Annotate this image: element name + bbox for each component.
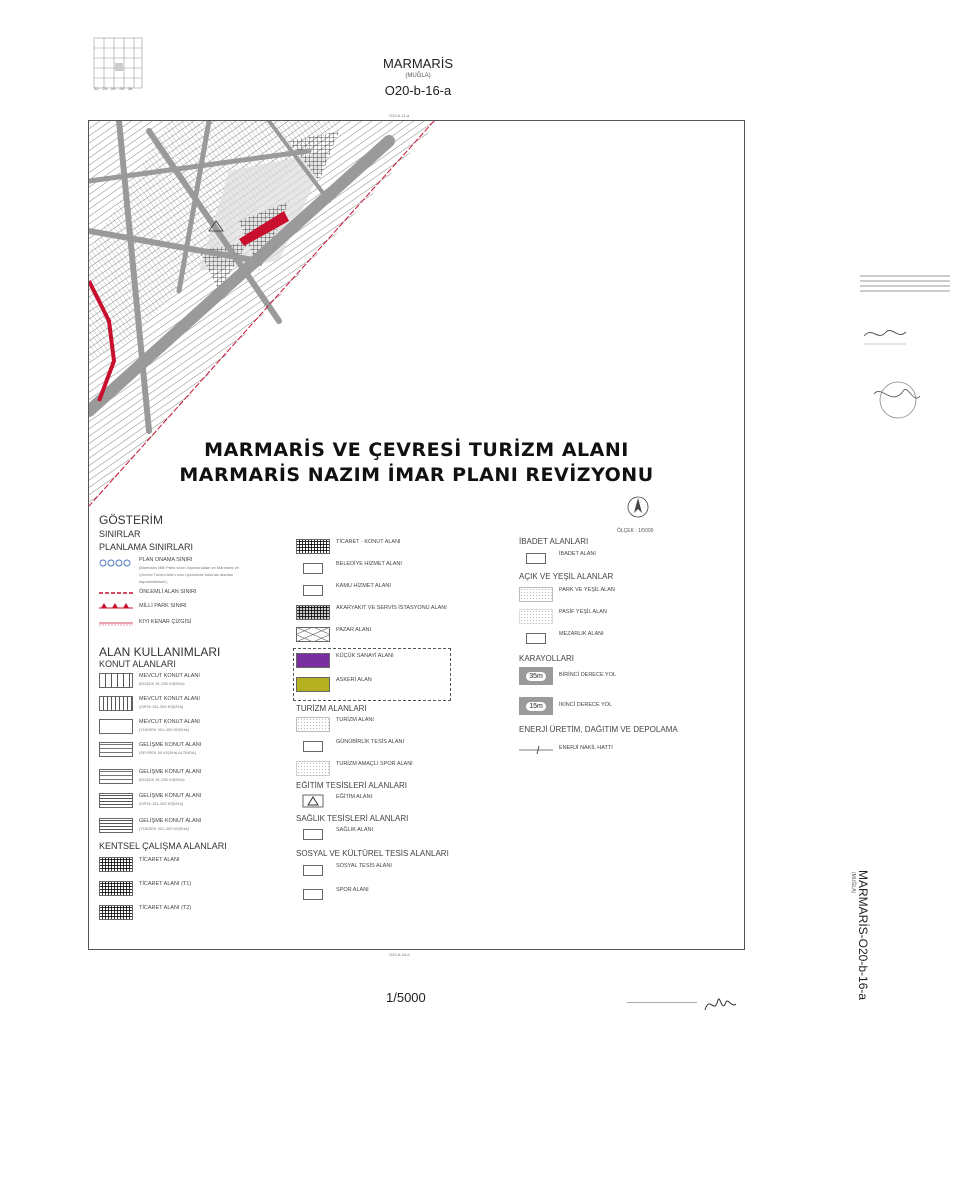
plan-onama-symbol <box>99 557 133 569</box>
legend-alan-kullanimlari: ALAN KULLANIMLARI <box>99 645 221 659</box>
legend-sinirlar: SINIRLAR <box>99 529 141 539</box>
sheet-title: MARMARİS <box>382 56 454 71</box>
scale-label: ÖLÇEK : 1/5000 <box>617 528 654 534</box>
signature-caption-line <box>627 1002 697 1003</box>
legend-saglik: SAĞLIK TESİSLERİ ALANLARI <box>296 814 409 823</box>
sosyal-item: SOSYAL TESİS ALANI <box>296 863 392 878</box>
legend-acik: AÇIK VE YEŞİL ALANLAR <box>519 572 614 581</box>
turizm-item: TURİZM ALANI <box>296 717 374 732</box>
kucuk-sanayi-item: KÜÇÜK SANAYİ ALANI <box>296 653 394 668</box>
mid-item: TİCARET - KONUT ALANI <box>296 539 401 554</box>
mid-item: PAZAR ALANI <box>296 627 371 642</box>
mid-item: BELEDİYE HİZMET ALANI <box>296 561 402 576</box>
ticaret-item: TİCARET ALANI (T1) <box>99 881 191 896</box>
konut-item: MEVCUT KONUT ALANI (DÜŞÜK 51-150 KİŞİ/HA) <box>99 673 200 688</box>
map-area <box>89 121 744 521</box>
mid-item: KAMU HİZMET ALANI <box>296 583 391 598</box>
mid-item: AKARYAKIT VE SERVİS İSTASYONU ALANI <box>296 605 447 620</box>
plan-onama-label: PLAN ONAMA SINIRI <box>139 557 193 563</box>
sheet-number: O20-b-16-a <box>384 83 452 98</box>
road2-item: 15m İKİNCİ DERECE YOL <box>519 697 612 715</box>
legend-kentsel: KENTSEL ÇALIŞMA ALANLARI <box>99 841 227 851</box>
legend-karayollari: KARAYOLLARI <box>519 654 574 663</box>
legend-konut-alanlari: KONUT ALANLARI <box>99 659 176 669</box>
acik-item: MEZARLIK ALANI <box>519 631 604 646</box>
legend-plan-onama <box>99 557 249 585</box>
footer-scale: 1/5000 <box>386 990 426 1005</box>
sheet-province: (MUĞLA) <box>405 73 431 79</box>
legend-ibadet: İBADET ALANLARI <box>519 537 589 546</box>
legend-enerji: ENERJİ ÜRETİM, DAĞITIM VE DEPOLAMA <box>519 725 678 734</box>
egitim-item: EĞİTİM ALANI <box>296 794 372 809</box>
legend-title: GÖSTERİM <box>99 513 164 527</box>
konut-item: GELİŞME KONUT ALANI (SEYREK 50 KİŞİ/HA ALTINDA) <box>99 742 201 757</box>
map-frame <box>88 113 745 957</box>
acik-item: PARK VE YEŞİL ALAN <box>519 587 615 602</box>
road1-item: 35m BİRİNCİ DERECE YOL <box>519 667 616 685</box>
legend-onemli-alan: ÖNLEMLİ ALAN SINIRI <box>99 589 196 597</box>
top-sheet-label: O20-b-11-d <box>389 113 410 118</box>
saglik-item: SAĞLIK ALANI <box>296 827 373 842</box>
ibadet-item: İBADET ALANI <box>519 551 596 566</box>
onemli-alan-symbol <box>99 589 133 597</box>
milli-park-symbol <box>99 603 133 611</box>
ticaret-item: TİCARET ALANI (T2) <box>99 905 191 920</box>
map-title-line1: MARMARİS VE ÇEVRESİ TURİZM ALANI <box>204 439 629 461</box>
legend-planlama: PLANLAMA SINIRLARI <box>99 542 194 552</box>
legend-sosyal: SOSYAL VE KÜLTÜREL TESİS ALANLARI <box>296 849 449 858</box>
konut-item: GELİŞME KONUT ALANI (ORTA 151-300 KİŞİ/HA) <box>99 793 201 808</box>
legend-milli-park: MİLLİ PARK SINIRI <box>99 603 187 611</box>
konut-item: GELİŞME KONUT ALANI (DÜŞÜK 51-150 KİŞİ/HA) <box>99 769 201 784</box>
legend-egitim: EĞİTİM TESİSLERİ ALANLARI <box>296 781 407 790</box>
plan-onama-note: (Marmaris Milli Parkı sınırı dışında kalan ve Marmaris ve Çevresi Turizm Alanı sınırı içerisinde bulunan alanları kapsamaktadır.) <box>139 565 239 584</box>
kiyi-kenar-symbol <box>99 619 133 627</box>
side-province: (MUĞLA) <box>850 872 856 894</box>
askeri-alan-item: ASKERİ ALAN <box>296 677 372 692</box>
legend-kiyi-kenar: KIYI KENAR ÇİZGİSİ <box>99 619 191 627</box>
stamp-signature-icon <box>860 322 910 350</box>
ticaret-item: TİCARET ALANI <box>99 857 180 872</box>
konut-item: MEVCUT KONUT ALANI (YÜKSEK 301-400 KİŞİ/HA) <box>99 719 200 734</box>
seal-stamp-icon <box>864 374 924 424</box>
turizm-item: TURİZM AMAÇLI SPOR ALANI <box>296 761 413 776</box>
legend-turizm: TURİZM ALANLARI <box>296 704 367 713</box>
signature-icon <box>700 992 740 1018</box>
bottom-sheet-label: O20-b-16-d <box>389 952 410 957</box>
acik-item: PASİF YEŞİL ALAN <box>519 609 607 624</box>
turizm-item: GÜNÜBİRLİK TESİS ALANI <box>296 739 404 754</box>
side-sheet-title: MARMARİS-O20-b-16-a <box>856 870 870 1001</box>
index-grid-labels: 22 23 24 25 26 <box>94 86 133 91</box>
sosyal-item: SPOR ALANI <box>296 887 369 902</box>
map-title-line2: MARMARİS NAZIM İMAR PLANI REVİZYONU <box>179 464 654 486</box>
konut-item: GELİŞME KONUT ALANI (YÜKSEK 301-400 KİŞİ/HA) <box>99 818 201 833</box>
enerji-item: ENERJİ NAKİL HATTI <box>519 745 613 755</box>
north-arrow-icon <box>626 495 650 519</box>
konut-item: MEVCUT KONUT ALANI (ORTA 151-300 KİŞİ/HA) <box>99 696 200 711</box>
sheet-index-grid <box>92 36 146 92</box>
approval-note <box>860 272 950 295</box>
